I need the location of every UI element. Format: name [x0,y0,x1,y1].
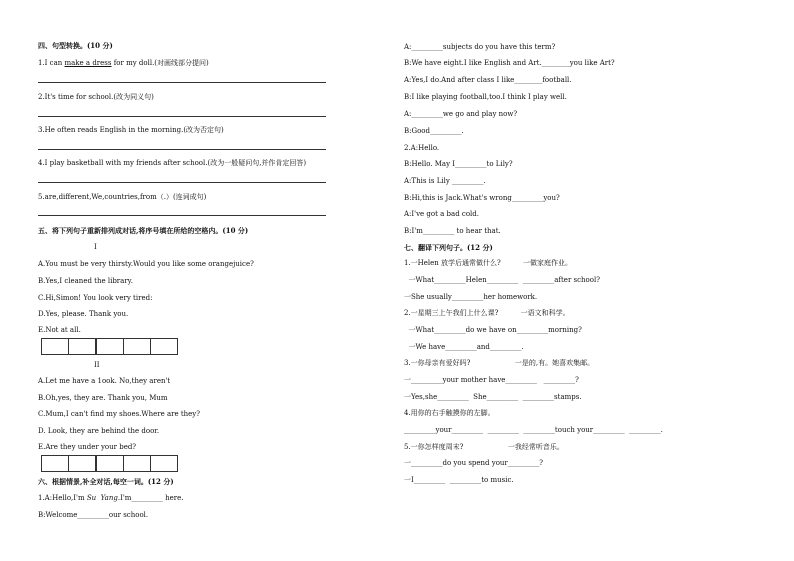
translation-line: 一What_________Helen_________ _________after school? [404,276,600,284]
s6-name-su: Su [86,494,97,502]
answer-box[interactable] [123,455,151,472]
answer-box[interactable] [41,455,69,472]
translation-line: _________your_________ _________ _________touch your_________ _________. [404,426,663,434]
answer-boxes-1[interactable] [42,338,178,355]
translation-line: 一_________your mother have_________ _________? [404,376,579,384]
group-1-label: I [94,243,97,251]
s5-1-e: E.Not at all. [38,326,81,334]
s6-name-yang: Yang [100,494,118,502]
dialogue-line: B:I'm_________ to hear that. [404,227,501,235]
translation-line: 4.用你的右手触摸你的左脚。 [404,409,495,417]
answer-box[interactable] [123,338,151,355]
dialogue-line: B:We have eight.I like English and Art.________you like Art? [404,59,615,67]
translation-line: 一What_________do we have on_________morning? [404,326,582,334]
s4-q1-underlined: make a dress [64,59,112,67]
section-4-title: 四、句型转换。(10 分) [38,41,113,50]
s5-1-a: A.You must be very thirsty.Would you like some orangejuice? [38,260,254,268]
s6-line-1-b: .I'm_________ here. [117,494,184,502]
s5-2-b: B.Oh,yes, they are. Thank you, Mum [38,394,168,402]
dialogue-line: B:Hello. May I_________to Lily? [404,160,513,168]
answer-box[interactable] [68,338,96,355]
s5-1-d: D.Yes, please. Thank you. [38,310,129,318]
answer-box[interactable] [96,338,124,355]
dialogue-line: A:I've got a bad cold. [404,210,479,218]
s6-line-2: B:Welcome_________our school. [38,511,149,519]
s5-2-e: E.Are they under your bed? [38,443,137,451]
dialogue-line: A:_________we go and play now? [404,110,518,118]
translation-line: 5.一你怎样度周末? 一我经常听音乐。 [404,443,564,451]
s5-2-a: A.Let me have a 1ook. No,they aren't [38,377,171,385]
answer-line [38,82,326,83]
answer-line [38,149,326,150]
s4-q4: 4.I play basketball with my friends after school.(改为一般疑问句,并作肯定回答) [38,159,307,167]
s5-2-d: D. Look, they are behind the door. [38,427,160,435]
answer-box[interactable] [68,455,96,472]
translation-line: 1.一Helen 放学后通常做什么? 一做家庭作业。 [404,259,573,267]
answer-box[interactable] [150,455,178,472]
s4-q2: 2.It's time for school.(改为同义句) [38,93,154,101]
translation-line: 一We have_________and_________. [404,343,524,351]
dialogue-line: A:_________subjects do you have this term? [404,43,556,51]
translation-line: 3.一你母亲有爱好吗? 一是的,有。她喜欢集邮。 [404,359,595,367]
s5-1-b: B.Yes,I cleaned the library. [38,277,133,285]
dialogue-line: B:I like playing football,too.I think I play well. [404,93,567,101]
answer-line [38,182,326,183]
answer-line [38,116,326,117]
section-7-title: 七、翻译下列句子。(12 分) [404,243,493,252]
s6-line-1-a: 1.A:Hello,I'm [38,494,85,502]
dialogue-line: B:Hi,this is Jack.What's wrong_________you? [404,194,560,202]
translation-line: 一Yes,she_________ She_________ _________stamps. [404,393,582,401]
section-5-title: 五、将下列句子重新排列成对话,将序号填在所给的空格内。(10 分) [38,226,249,235]
dialogue-line: 2.A:Hello. [404,144,440,152]
s4-q1-instruction: for my doll.(对画线部分提问) [111,59,209,67]
dialogue-line: A:Yes,I do.And after class I like________football. [404,76,572,84]
answer-boxes-2[interactable] [42,455,178,472]
s5-1-c: C.Hi,Simon! You look very tired: [38,294,153,302]
translation-line: 2.一星期三上午我们上什么课? 一语文和科学。 [404,309,570,317]
s4-q3: 3.He often reads English in the morning.(改为否定句) [38,126,224,134]
s6-line-1 [38,494,184,503]
s4-q1 [38,59,209,68]
translation-line: 一She usually_________her homework. [404,293,538,301]
answer-box[interactable] [96,455,124,472]
answer-box[interactable] [41,338,69,355]
translation-line: 一_________do you spend your_________? [404,459,544,467]
answer-line [38,215,326,216]
answer-box[interactable] [150,338,178,355]
s4-q1-text: 1.I can [38,59,65,67]
s4-q5: 5.are,different,We,countries,from（.）(连词成句) [38,193,207,201]
s5-2-c: C.Mum,I can't find my shoes.Where are they? [38,410,201,418]
dialogue-line: B:Good_________. [404,127,464,135]
translation-line: 一I_________ _________to music. [404,476,514,484]
section-6-title: 六、根据情景,补全对话,每空一词。(12 分) [38,477,174,486]
dialogue-line: A:This is Lily _________. [404,177,486,185]
group-2-label: II [94,361,100,369]
